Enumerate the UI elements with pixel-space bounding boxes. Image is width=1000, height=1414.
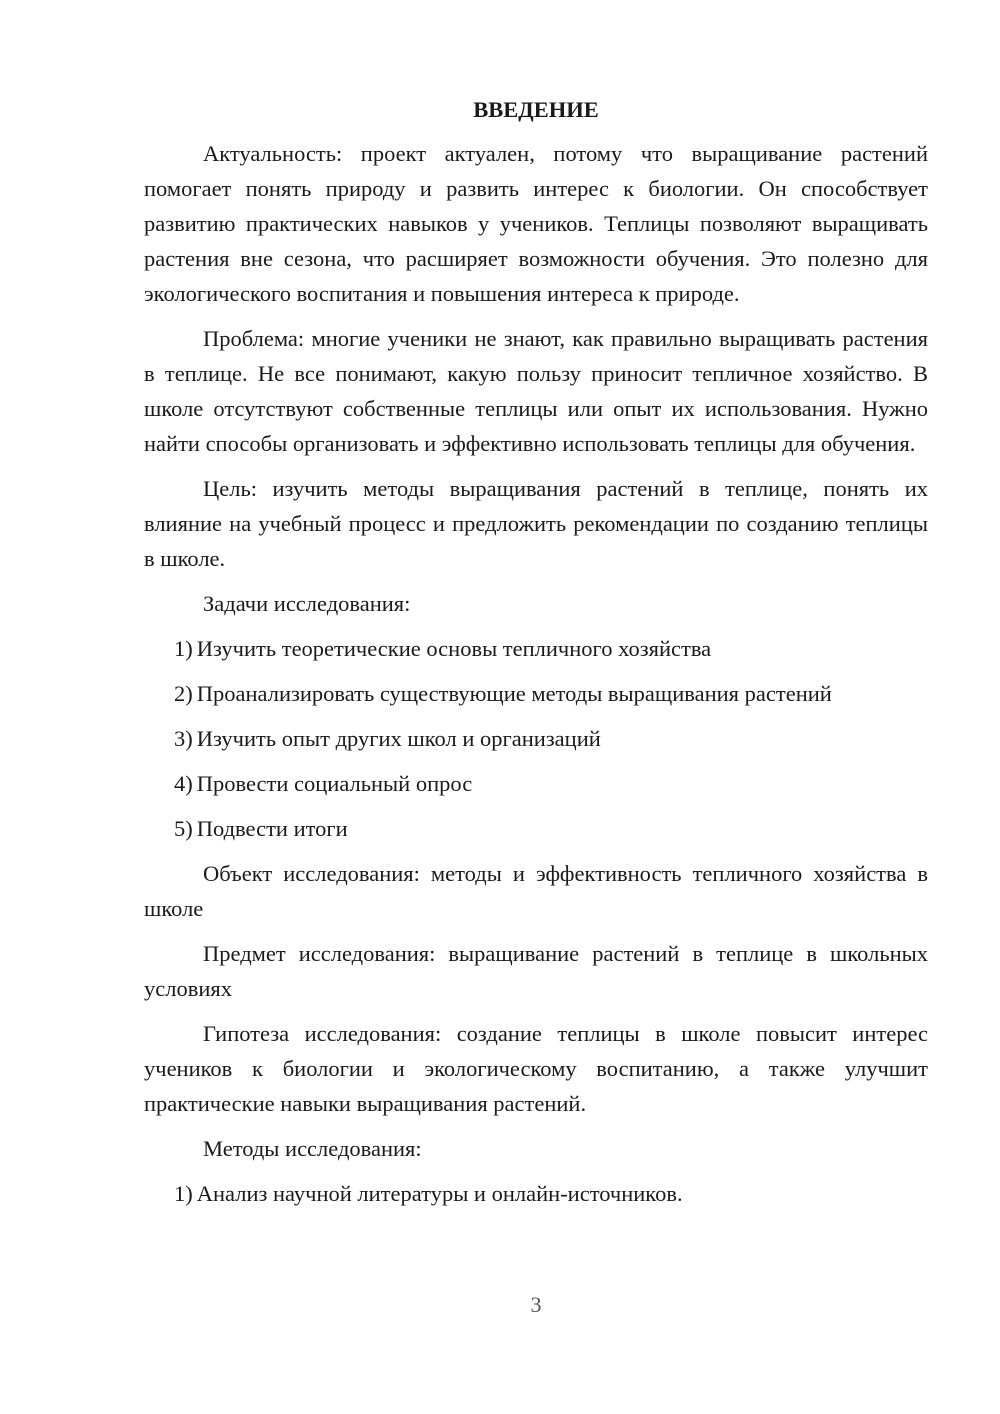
- problem-paragraph: Проблема: многие ученики не знают, как правильно выращивать растения в теплице. Не все понимают, какую пользу приносит тепличное хозяйство. В школе отсутствуют собственные теплицы или опыт их использования. Нужно найти способы организовать и эффективно использовать теплицы для обучения.: [144, 326, 928, 456]
- list-item-text: Изучить опыт других школ и организаций: [196, 726, 601, 751]
- list-item-text: Провести социальный опрос: [196, 771, 473, 796]
- methods-heading: Методы исследования:: [203, 1136, 422, 1161]
- tasks-heading: Задачи исследования:: [203, 591, 411, 616]
- relevance-paragraph: Актуальность: проект актуален, потому что выращивание растений помогает понять природу и развить интерес к биологии. Он способствует развитию практических навыков у учеников. Теплицы позволяют выращивать растения вне сезона, что расширяет возможности обучения. Это полезно для экологического воспитания и повышения интереса к природе.: [144, 141, 928, 306]
- methods-list: [144, 1176, 928, 1211]
- section-title: ВВЕДЕНИЕ: [473, 97, 599, 122]
- tasks-list: [144, 631, 928, 846]
- list-item-number: 1): [174, 1181, 193, 1206]
- subject-paragraph: Предмет исследования: выращивание растений в теплице в школьных условиях: [144, 941, 928, 1001]
- hypothesis-paragraph: Гипотеза исследования: создание теплицы в школе повысит интерес учеников к биологии и экологическому воспитанию, а также улучшит практические навыки выращивания растений.: [144, 1021, 928, 1116]
- list-item-text: Анализ научной литературы и онлайн-источников.: [196, 1181, 683, 1206]
- list-item-number: 4): [174, 771, 193, 796]
- object-paragraph: Объект исследования: методы и эффективность тепличного хозяйства в школе: [144, 861, 928, 921]
- list-item-text: Изучить теоретические основы тепличного хозяйства: [196, 636, 712, 661]
- list-item-number: 1): [174, 636, 193, 661]
- list-item: [144, 721, 928, 756]
- page-number: 3: [530, 1292, 542, 1317]
- list-item-text: Проанализировать существующие методы выращивания растений: [196, 681, 832, 706]
- goal-paragraph: Цель: изучить методы выращивания растений в теплице, понять их влияние на учебный процесс и предложить рекомендации по созданию теплицы в школе.: [144, 476, 928, 571]
- list-item: [144, 766, 928, 801]
- list-item: [144, 811, 928, 846]
- list-item-number: 3): [174, 726, 193, 751]
- list-item-number: 5): [174, 816, 193, 841]
- list-item: [144, 676, 928, 711]
- list-item-number: 2): [174, 681, 193, 706]
- document-body: [144, 92, 928, 1221]
- list-item: [144, 631, 928, 666]
- list-item-text: Подвести итоги: [196, 816, 348, 841]
- list-item: [144, 1176, 928, 1211]
